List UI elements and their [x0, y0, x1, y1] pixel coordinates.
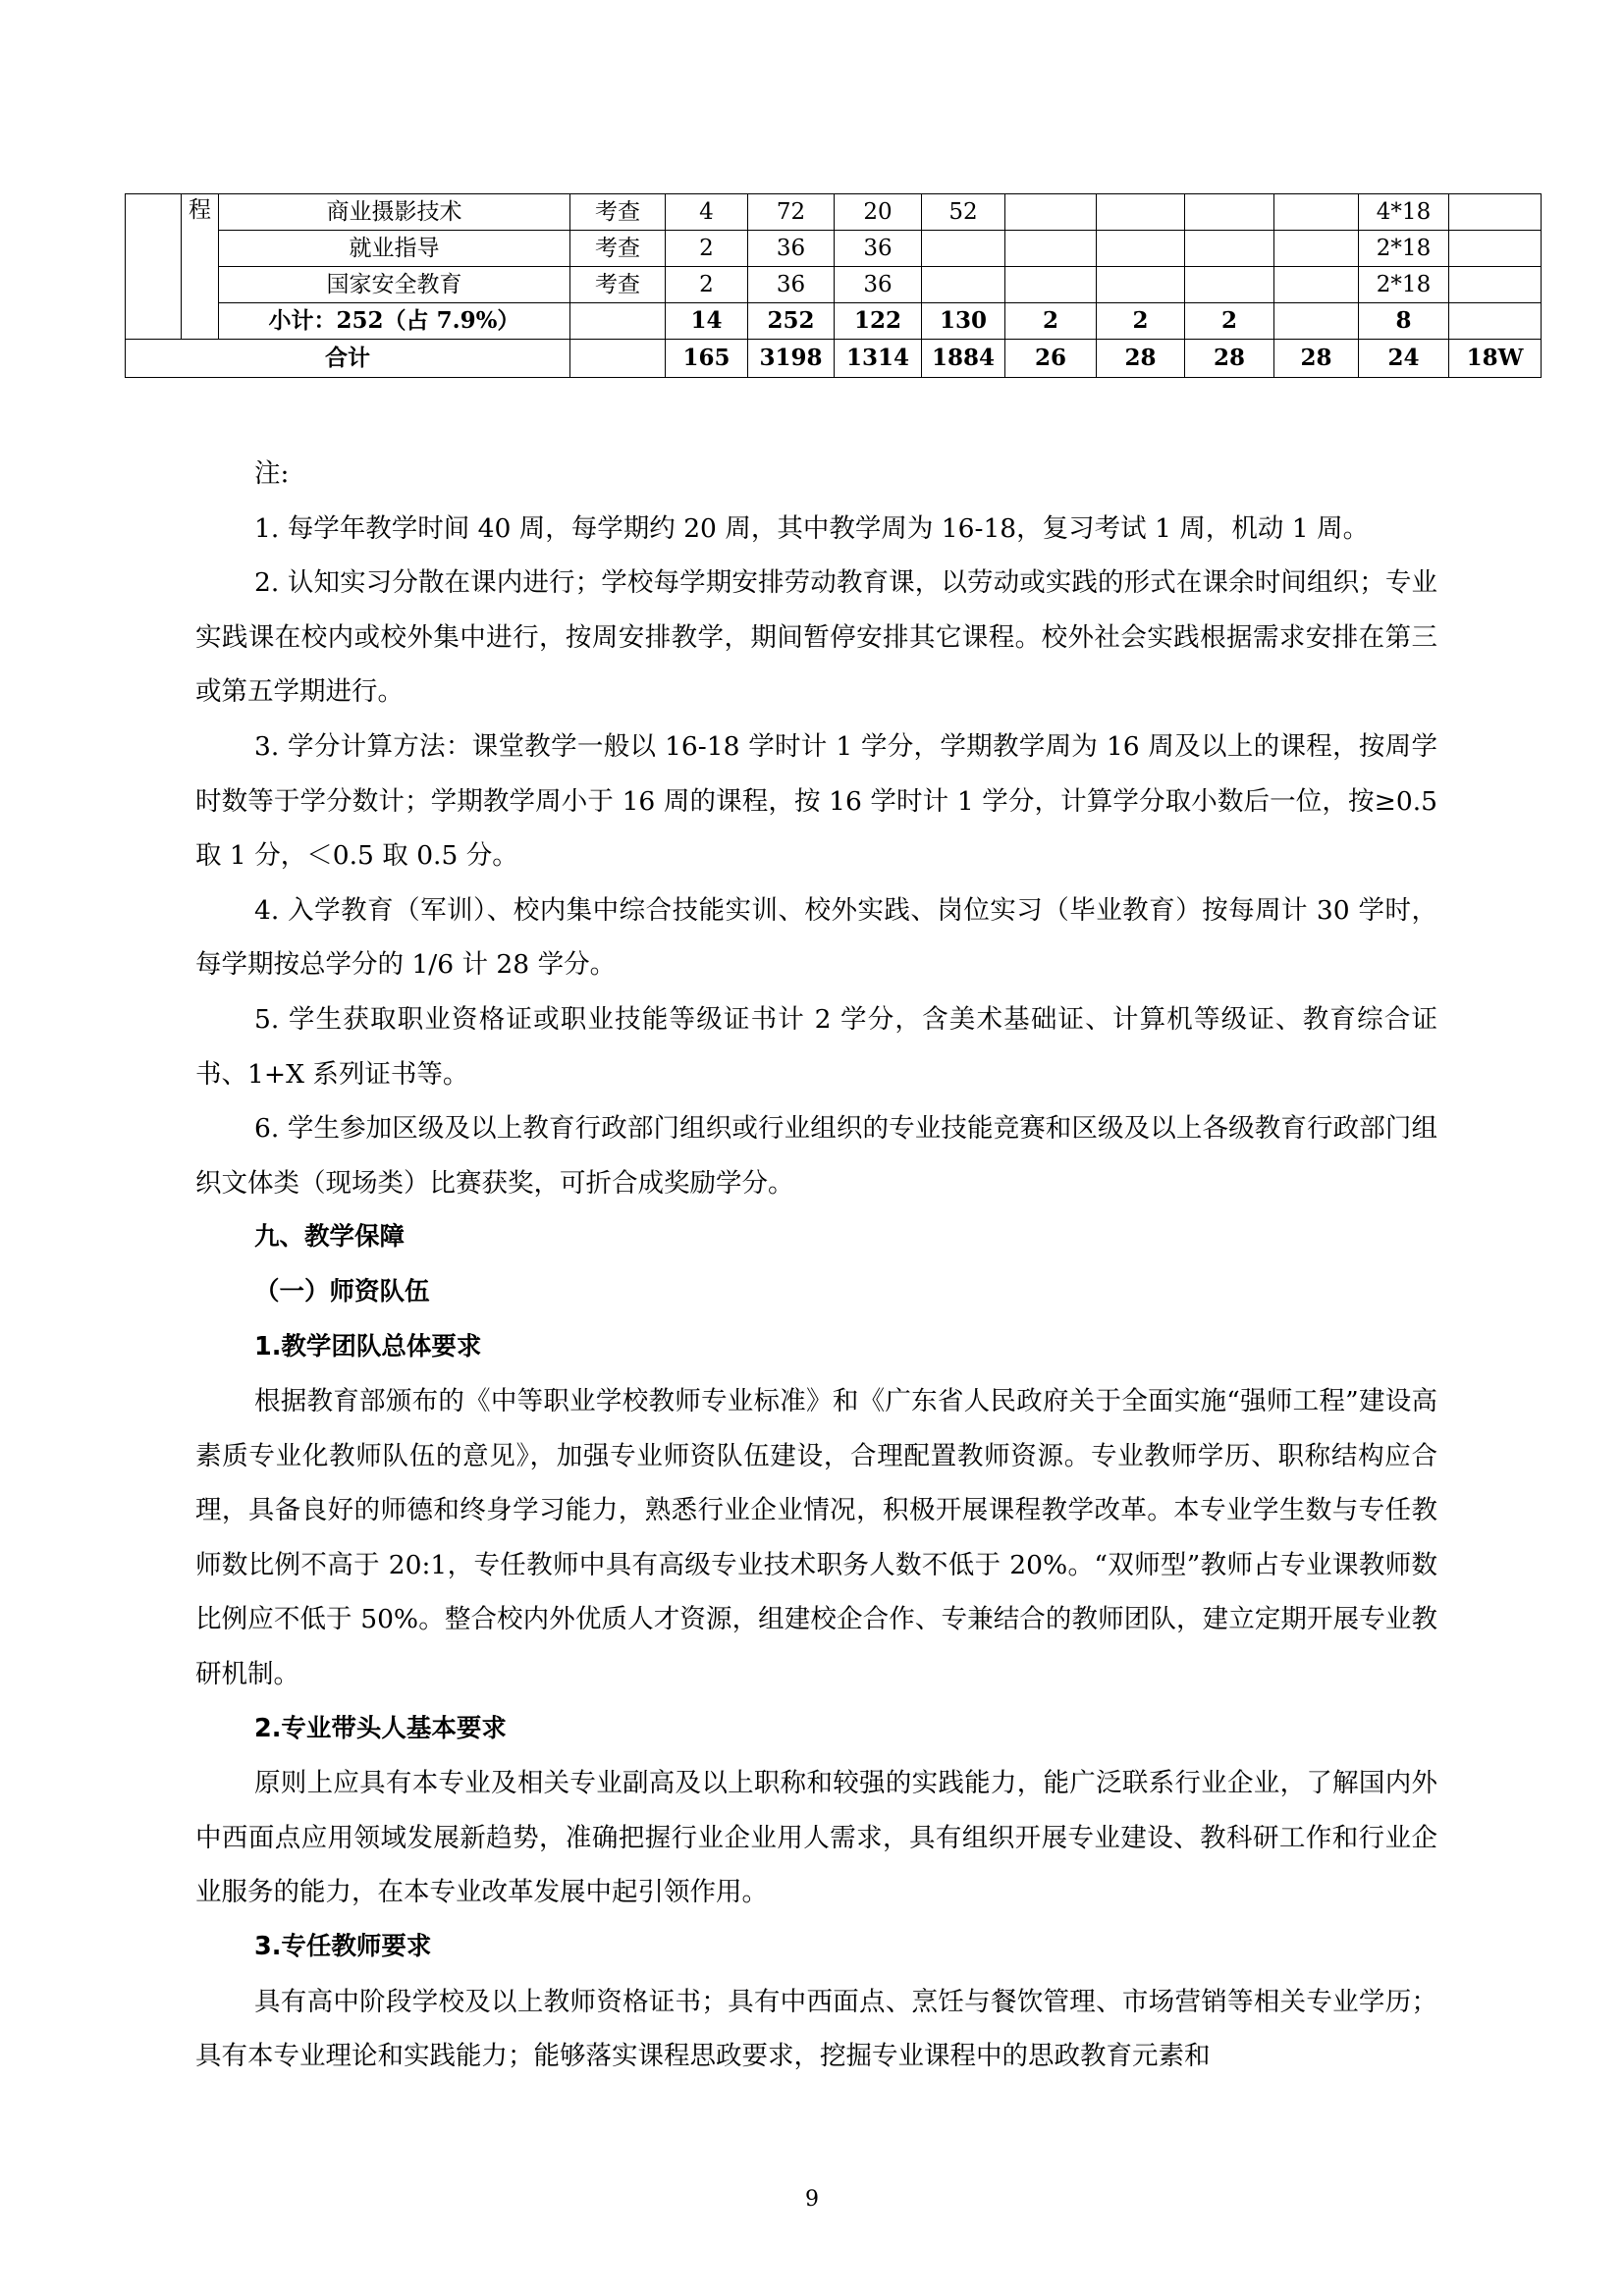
note-item: 2. 认知实习分散在课内进行；学校每学期安排劳动教育课，以劳动或实践的形式在课余时间组织；专业实践课在校内或校外集中进行，按周安排教学，期间暂停安排其它课程。校外社会实践根据需求安排在第三或第五学期进行。	[195, 567, 1437, 708]
course-name: 国家安全教育	[219, 267, 570, 303]
semester-1-cell	[1005, 267, 1097, 303]
subtotal-hours: 252	[748, 303, 835, 340]
hours-cell: 36	[748, 231, 835, 267]
semester-6-cell	[1449, 194, 1542, 231]
subsection-heading: （一）师资队伍	[254, 1276, 430, 1307]
subtotal-semester-4	[1274, 303, 1359, 340]
note-item: 1. 每学年教学时间 40 周，每学期约 20 周，其中教学周为 16-18，复习考试 1 周，机动 1 周。	[254, 512, 1370, 544]
semester-4-cell	[1274, 194, 1359, 231]
assessment-type: 考查	[570, 194, 666, 231]
total-semester-3: 28	[1185, 340, 1274, 378]
note-item: 4. 入学教育（军训）、校内集中综合技能实训、校外实践、岗位实习（毕业教育）按每周计 30 学时，每学期按总学分的 1/6 计 28 学分。	[195, 894, 1437, 981]
hours-cell: 72	[748, 194, 835, 231]
body-paragraph: 原则上应具有本专业及相关专业副高及以上职称和较强的实践能力，能广泛联系行业企业，了解国内外中西面点应用领域发展新趋势，准确把握行业企业用人需求，具有组织开展专业建设、教科研工作和行业企业服务的能力，在本专业改革发展中起引领作用。	[195, 1768, 1437, 1908]
notes-heading: 注:	[254, 458, 290, 489]
semester-4-cell	[1274, 267, 1359, 303]
subsubsection-heading: 2.专业带头人基本要求	[254, 1713, 507, 1743]
page-number: 9	[805, 2187, 819, 2212]
course-schedule-table	[125, 193, 1542, 378]
semester-4-cell	[1274, 231, 1359, 267]
course-name: 就业指导	[219, 231, 570, 267]
table-row	[126, 267, 1542, 303]
total-semester-1: 26	[1005, 340, 1097, 378]
semester-2-cell	[1097, 194, 1185, 231]
semester-5-cell: 2*18	[1359, 231, 1449, 267]
semester-2-cell	[1097, 267, 1185, 303]
subtotal-credits: 14	[666, 303, 748, 340]
total-credits: 165	[666, 340, 748, 378]
semester-5-cell: 4*18	[1359, 194, 1449, 231]
hours-cell: 36	[748, 267, 835, 303]
semester-3-cell	[1185, 231, 1274, 267]
semester-2-cell	[1097, 231, 1185, 267]
credits-cell: 2	[666, 231, 748, 267]
semester-5-cell: 2*18	[1359, 267, 1449, 303]
subtotal-semester-1: 2	[1005, 303, 1097, 340]
assessment-type: 考查	[570, 267, 666, 303]
section-heading: 九、教学保障	[254, 1222, 406, 1253]
table-cell	[570, 340, 666, 378]
semester-1-cell	[1005, 231, 1097, 267]
subsubsection-heading: 3.专任教师要求	[254, 1932, 432, 1962]
subtotal-semester-3: 2	[1185, 303, 1274, 340]
total-label: 合计	[126, 340, 570, 378]
subtotal-practice: 130	[922, 303, 1005, 340]
subtotal-label: 小计：252（占 7.9%）	[219, 303, 570, 340]
course-name: 商业摄影技术	[219, 194, 570, 231]
assessment-type: 考查	[570, 231, 666, 267]
practice-hours-cell	[922, 231, 1005, 267]
total-hours: 3198	[748, 340, 835, 378]
subsubsection-heading: 1.教学团队总体要求	[254, 1331, 482, 1362]
subtotal-semester-5: 8	[1359, 303, 1449, 340]
note-item: 5. 学生获取职业资格证或职业技能等级证书计 2 学分，含美术基础证、计算机等级证、教育综合证书、1+X 系列证书等。	[195, 1003, 1437, 1090]
note-item: 6. 学生参加区级及以上教育行政部门组织或行业组织的专业技能竞赛和区级及以上各级教育行政部门组织文体类（现场类）比赛获奖，可折合成奖励学分。	[195, 1113, 1437, 1199]
table-cell	[570, 303, 666, 340]
total-practice: 1884	[922, 340, 1005, 378]
practice-hours-cell: 52	[922, 194, 1005, 231]
category-cell: 程	[182, 194, 219, 340]
semester-6-cell	[1449, 267, 1542, 303]
semester-1-cell	[1005, 194, 1097, 231]
credits-cell: 2	[666, 267, 748, 303]
total-semester-2: 28	[1097, 340, 1185, 378]
body-paragraph: 具有高中阶段学校及以上教师资格证书；具有中西面点、烹饪与餐饮管理、市场营销等相关专业学历；具有本专业理论和实践能力；能够落实课程思政要求，挖掘专业课程中的思政教育元素和	[195, 1986, 1437, 2072]
subtotal-semester-2: 2	[1097, 303, 1185, 340]
semester-3-cell	[1185, 267, 1274, 303]
table-row	[126, 231, 1542, 267]
table-row	[126, 194, 1542, 231]
semester-6-cell	[1449, 231, 1542, 267]
body-paragraph: 根据教育部颁布的《中等职业学校教师专业标准》和《广东省人民政府关于全面实施“强师工程”建设高素质专业化教师队伍的意见》，加强专业师资队伍建设，合理配置教师资源。专业教师学历、职称结构应合理，具备良好的师德和终身学习能力，熟悉行业企业情况，积极开展课程教学改革。本专业学生数与专任教师数比例不高于 20:1，专任教师中具有高级专业技术职务人数不低于 20%。“双师型”教师占专业课教师数比例应不低于 50%。整合校内外优质人才资源，组建校企合作、专兼结合的教师团队，建立定期开展专业教研机制。	[195, 1386, 1437, 1690]
document-body	[195, 447, 1437, 2084]
theory-hours-cell: 20	[835, 194, 922, 231]
total-theory: 1314	[835, 340, 922, 378]
credits-cell: 4	[666, 194, 748, 231]
subtotal-semester-6	[1449, 303, 1542, 340]
table-cell	[126, 194, 182, 340]
practice-hours-cell	[922, 267, 1005, 303]
semester-3-cell	[1185, 194, 1274, 231]
total-semester-4: 28	[1274, 340, 1359, 378]
total-row	[126, 340, 1542, 378]
subtotal-row	[126, 303, 1542, 340]
theory-hours-cell: 36	[835, 231, 922, 267]
theory-hours-cell: 36	[835, 267, 922, 303]
total-semester-5: 24	[1359, 340, 1449, 378]
total-semester-6: 18W	[1449, 340, 1542, 378]
note-item: 3. 学分计算方法：课堂教学一般以 16-18 学时计 1 学分，学期教学周为 16 周及以上的课程，按周学时数等于学分数计；学期教学周小于 16 周的课程，按 16 学时计 1 学分，计算学分取小数后一位，按≥0.5 取 1 分，＜0.5 取 0.5 分。	[195, 730, 1437, 872]
subtotal-theory: 122	[835, 303, 922, 340]
